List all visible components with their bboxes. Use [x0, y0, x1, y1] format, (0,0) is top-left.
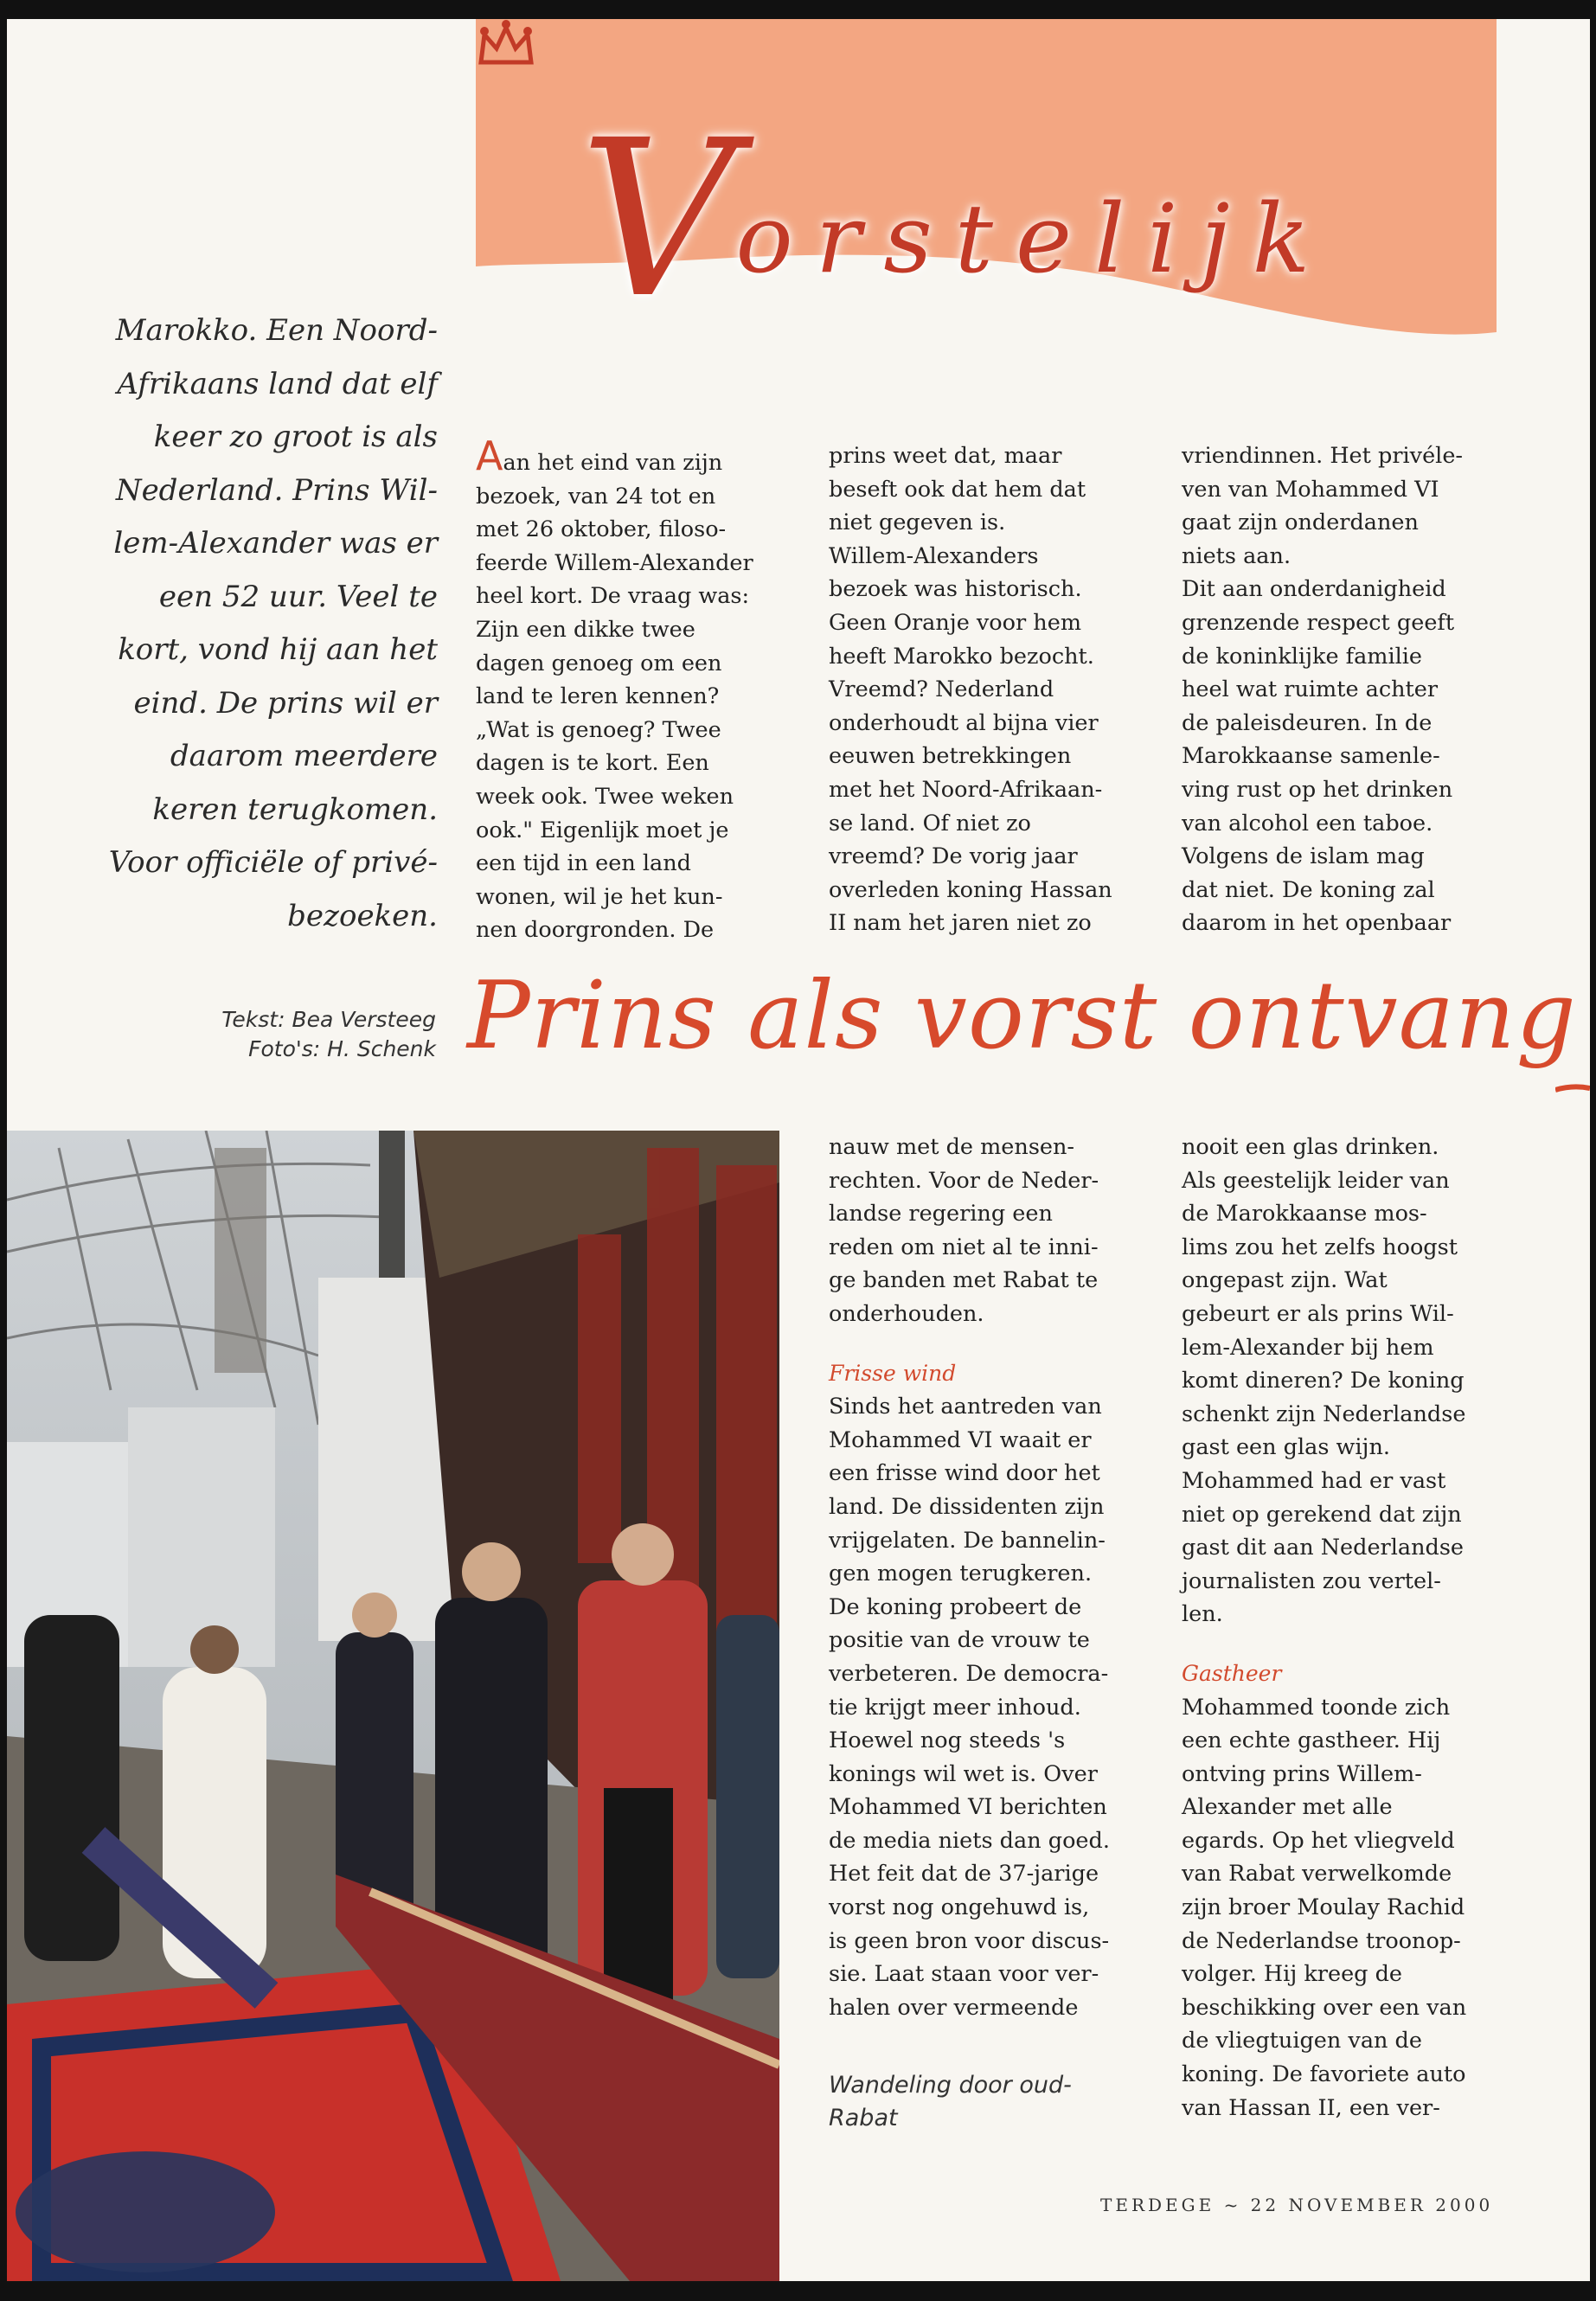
intro-line: Marokko. Een Noord-	[115, 313, 438, 348]
section-banner	[476, 19, 1497, 345]
text-credit: Tekst: Bea Versteeg	[221, 1007, 436, 1032]
article-column-2: prins weet dat, maar beseft ook dat hem dat niet gegeven is. Willem-Alexanders bezoek was historisch. Geen Oranje voor hem heeft Marokko bezocht. Vreemd? Nederland onderhoudt al bijna vier eeuwen betrekkingen met het Noord-Afrikaan- se land. Of niet zo vreemd? De vorig jaar overleden koning Hassan II nam het jaren niet zo	[829, 443, 1112, 937]
intro-line: eind. De prins wil er	[133, 685, 438, 721]
photo-credit: Foto's: H. Schenk	[248, 1036, 436, 1061]
article-photo	[7, 1131, 779, 2281]
photo-caption: Wandeling door oud- Rabat	[829, 2072, 1072, 2131]
intro-line: keren terugkomen.	[152, 792, 438, 827]
intro-line: Voor officiële of privé-	[108, 845, 438, 880]
article-headline: Prins als vorst ontvang	[467, 962, 1577, 1070]
article-column-5	[1182, 1131, 1510, 2125]
crown-icon	[476, 19, 536, 71]
headline-swash	[1555, 1083, 1590, 1093]
article-column-3: vriendinnen. Het privéle- ven van Mohammed VI gaat zijn onderdanen niets aan. Dit aan onderdanigheid grenzende respect geeft de koninklijke familie heel wat ruimte achter de paleisdeuren. In de Marokkaanse samenle- ving rust op het drinken van alcohol een taboe. Volgens de islam mag dat niet. De koning zal daarom in het openbaar	[1182, 443, 1464, 937]
drop-cap: A	[476, 433, 503, 479]
intro-line: Afrikaans land dat elf	[117, 366, 438, 401]
column-text: nauw met de mensen- rechten. Voor de Neder- landse regering een reden om niet al te inni- ge banden met Rabat te onderhouden.	[829, 1134, 1099, 1327]
subheading-gastheer: Gastheer	[1182, 1660, 1282, 1686]
section-title: Vorstelijk	[580, 93, 1333, 345]
intro-line: kort, vond hij aan het	[118, 632, 438, 667]
page-footer: TERDEGE ~ 22 NOVEMBER 2000	[1100, 2195, 1494, 2215]
column-text: an het eind van zijn bezoek, van 24 tot en met 26 oktober, filoso- feerde Willem-Alexander heel kort. De vraag was: Zijn een dikke twee dagen genoeg om een land te leren kennen? „Wat is genoeg? Twee dagen is te kort. Een week ook. Twee weken ook." Eigenlijk moet je een tijd in een land wonen, wil je het kun- nen doorgronden. De	[476, 450, 753, 944]
column-text: Mohammed toonde zich een echte gastheer. Hij ontving prins Willem- Alexander met alle egards. Op het vliegveld van Rabat verwelkomde zijn broer Moulay Rachid de Nederlandse troonop- volger. Hij kreeg de beschikking over een van de vliegtuigen van de koning. De favoriete auto van Hassan II, een ver-	[1182, 1694, 1467, 2121]
column-text: Sinds het aantreden van Mohammed VI waait er een frisse wind door het land. De dissidenten zijn vrijgelaten. De bannelin- gen mogen terugkeren. De koning probeert de positie van de vrouw te verbeteren. De democra- tie krijgt meer inhoud. Hoewel nog steeds 's konings wil wet is. Over Mohammed VI berichten de media niets dan goed. Het feit dat de 37-jarige vorst nog ongehuwd is, is geen bron voor discus- sie. Laat staan voor ver- halen over vermeende	[829, 1394, 1110, 2021]
intro-text	[83, 304, 438, 943]
article-column-4	[829, 1131, 1157, 2024]
intro-line: daarom meerdere	[170, 739, 438, 773]
subheading-frisse-wind: Frisse wind	[829, 1360, 957, 1386]
intro-line: een 52 uur. Veel te	[158, 579, 438, 614]
article-column-1	[476, 433, 804, 947]
intro-line: keer zo groot is als	[153, 420, 438, 454]
intro-line: Nederland. Prins Wil-	[115, 472, 438, 508]
credits	[180, 1005, 436, 1064]
intro-line: lem-Alexander was er	[113, 526, 438, 561]
intro-line: bezoeken.	[287, 898, 438, 933]
column-text: nooit een glas drinken. Als geestelijk leider van de Marokkaanse mos- lims zou het zelfs hoogst ongepast zijn. Wat gebeurt er als prins Wil- lem-Alexander bij hem komt dineren? De koning schenkt zijn Nederlandse gast een glas wijn. Mohammed had er vast niet op gerekend dat zijn gast dit aan Nederlandse journalisten zou vertel- len.	[1182, 1134, 1466, 1628]
magazine-page	[7, 19, 1590, 2281]
